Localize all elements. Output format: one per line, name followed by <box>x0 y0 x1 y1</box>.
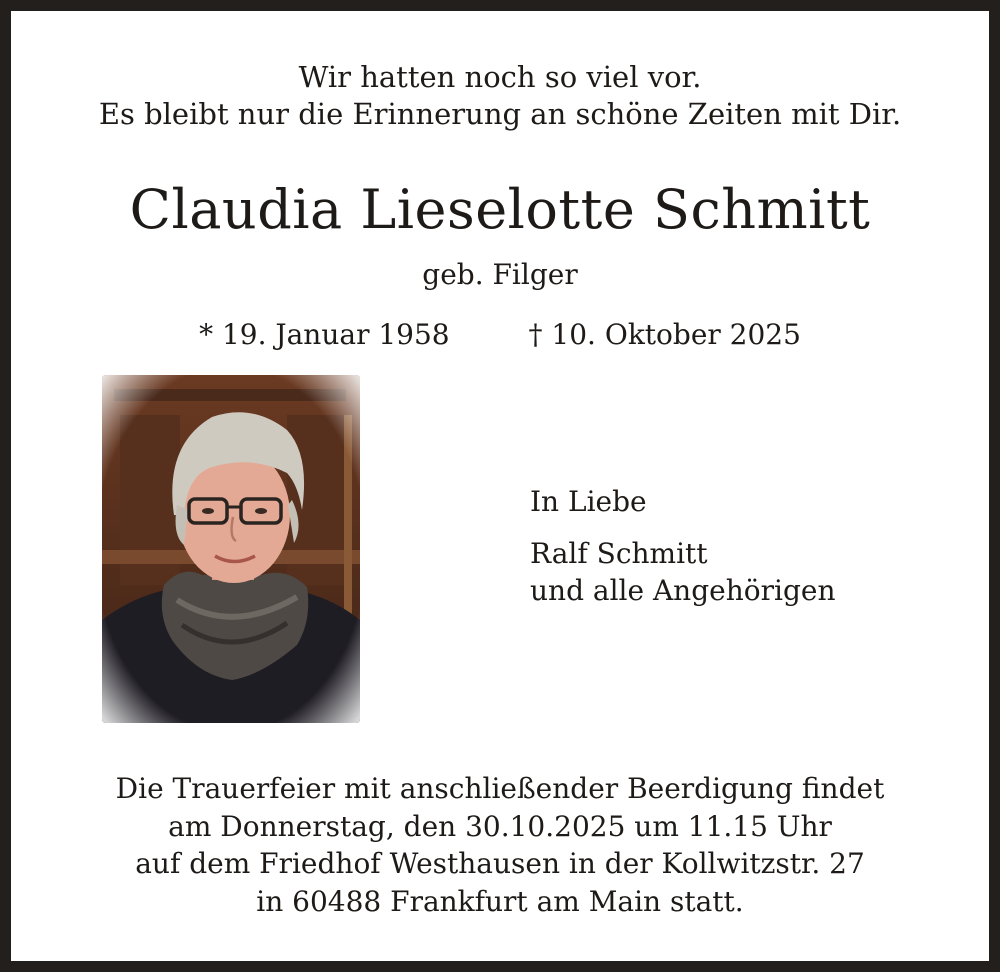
birth-name: geb. Filger <box>422 258 578 291</box>
service-line-2: am Donnerstag, den 30.10.2025 um 11.15 Uhr <box>168 809 832 843</box>
verse-line-2: Es bleibt nur die Erinnerung an schöne Zeiten mit Dir. <box>98 97 902 131</box>
deceased-name: Claudia Lieselotte Schmitt <box>129 178 871 241</box>
service-line-4: in 60488 Frankfurt am Main statt. <box>256 884 744 918</box>
mourner-relatives: und alle Angehörigen <box>530 574 836 607</box>
mourners-block <box>530 483 835 609</box>
service-line-1: Die Trauerfeier mit anschließender Beerdigung findet <box>115 772 885 805</box>
birth-date: * 19. Januar 1958 <box>199 318 450 351</box>
life-dates <box>11 316 989 354</box>
funeral-service-info <box>11 770 989 920</box>
verse-line-1: Wir hatten noch so viel vor. <box>298 60 702 94</box>
service-line-3: auf dem Friedhof Westhausen in der Kollwitzstr. 27 <box>135 847 865 880</box>
mourner-name: Ralf Schmitt <box>530 537 708 570</box>
death-date: † 10. Oktober 2025 <box>528 318 801 351</box>
verse <box>11 59 989 133</box>
closing-words: In Liebe <box>530 485 647 518</box>
portrait-photo <box>102 375 360 723</box>
